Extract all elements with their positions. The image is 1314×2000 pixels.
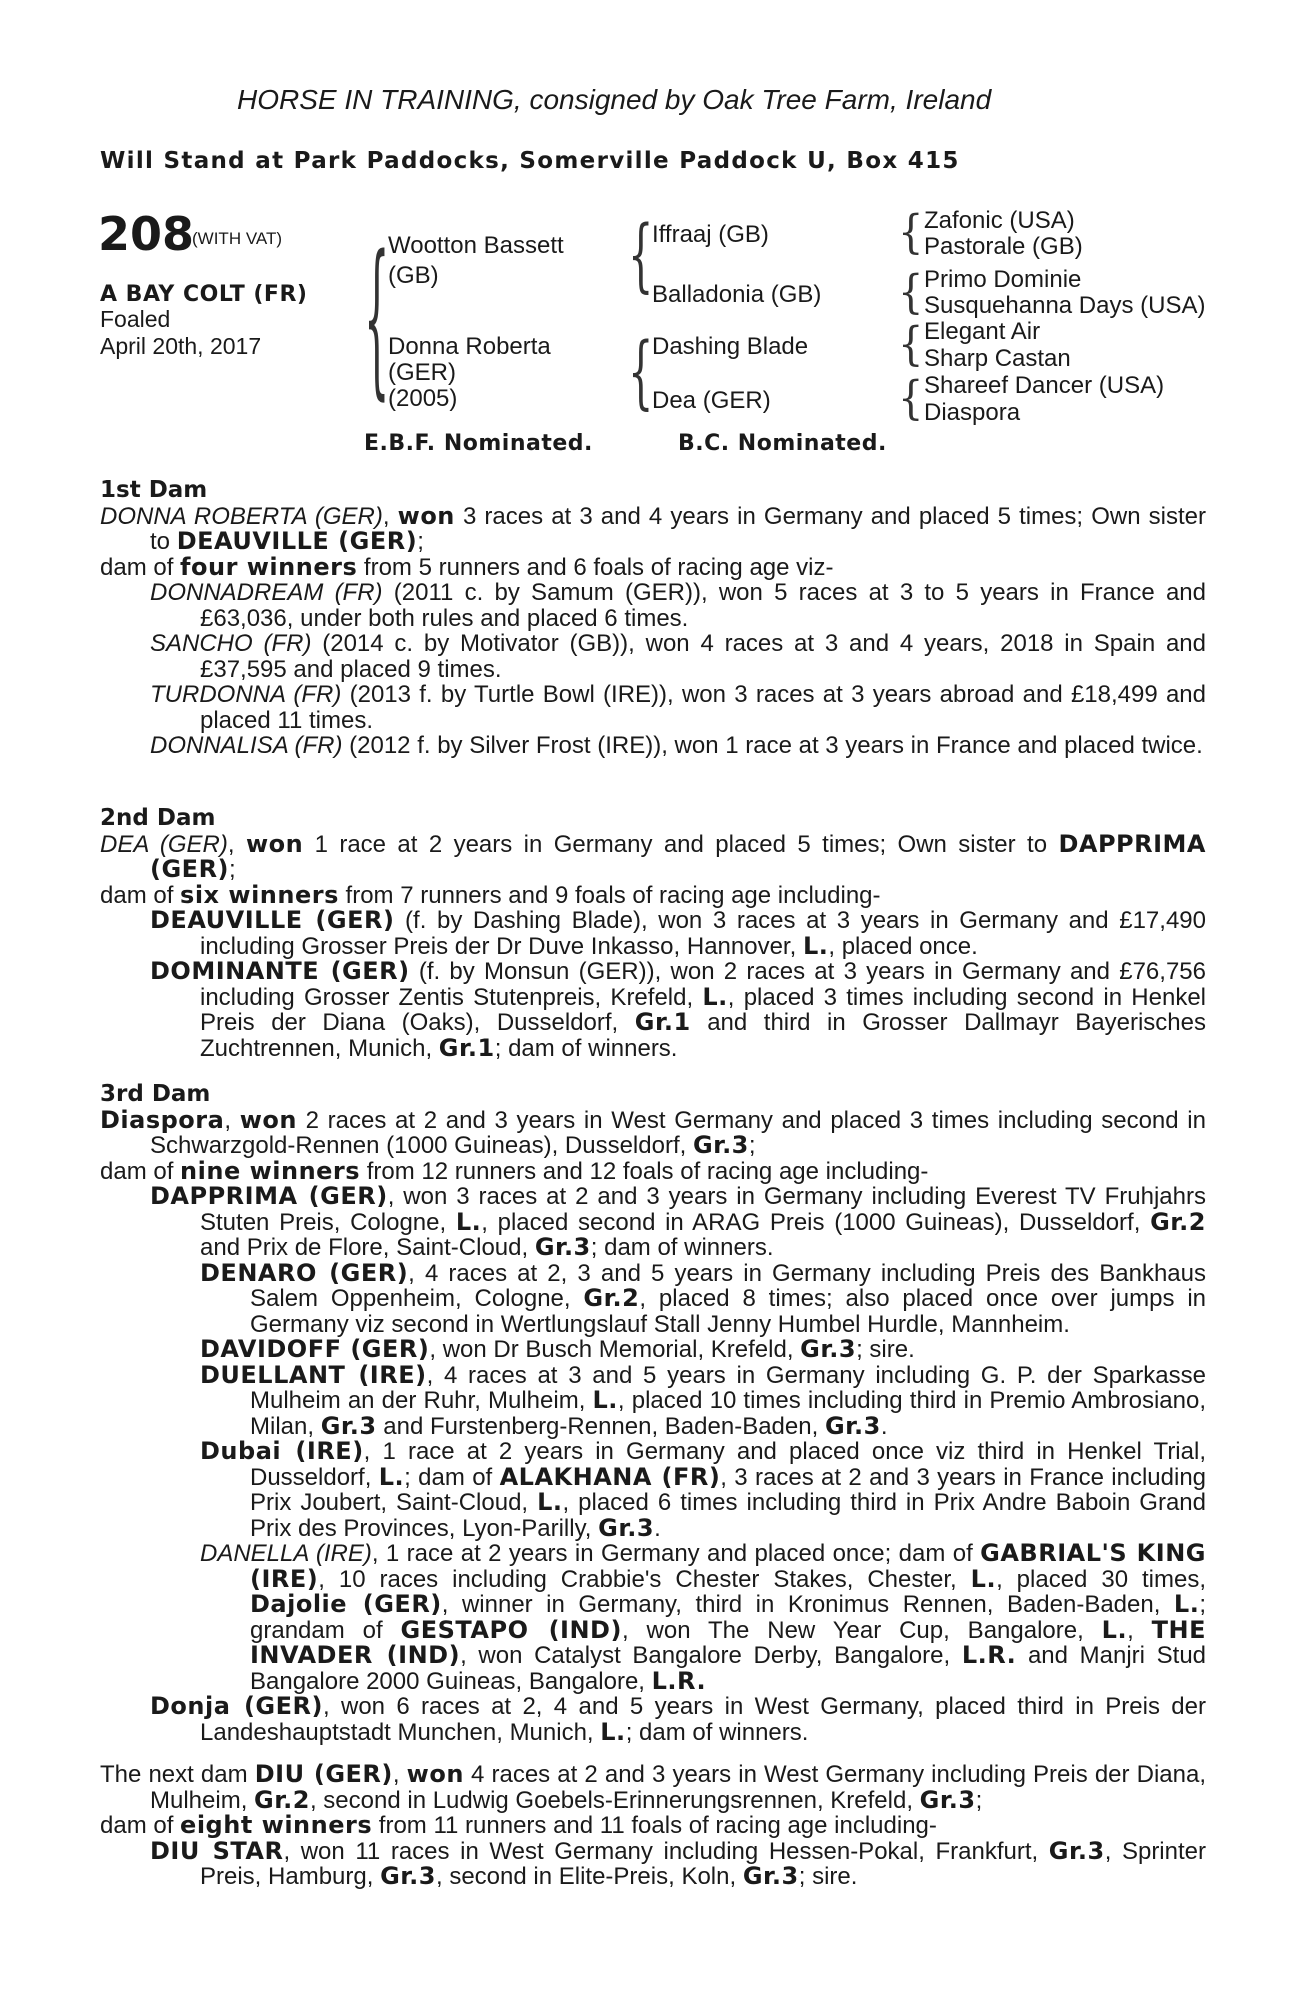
listed-tag: L. (702, 982, 728, 1011)
progeny-text: (2012 f. by Silver Frost (IRE)), won 1 race at 3 years in France and placed twice. (342, 732, 1203, 759)
progeny-name: DANELLA (IRE) (200, 1540, 372, 1567)
gg-3: Primo Dominie (924, 266, 1082, 293)
next-dam-text: , second in Ludwig Goebels-Erinnerungsrennen, Krefeld, (309, 1786, 920, 1814)
progeny-text: , 4 races at 2, 3 and 5 years in Germany including Preis des Bankhaus Salem Oppenheim, Cologne, (250, 1259, 1206, 1312)
first-dam-sister: DEAUVILLE (GER) (176, 527, 418, 555)
progeny-entry (150, 1836, 1206, 1890)
first-dam-winners: four winners (180, 552, 358, 581)
progeny-text: , 10 races including Crabbie's Chester Stakes, Chester, (318, 1565, 971, 1593)
next-dam-intro: The next dam (100, 1761, 255, 1788)
progeny-name: DONNADREAM (FR) (150, 579, 383, 606)
next-dam-runners: from 11 runners and 11 foals of racing age including- (372, 1812, 937, 1839)
group-tag: Gr.2 (254, 1785, 310, 1814)
dam-of-label: dam of (100, 1157, 181, 1185)
progeny-text: (f. by Dashing Blade), won 3 races at 3 years in Germany and £17,490 including Grosser Preis der Dr Duve Inkasso, Hannover, (200, 907, 1206, 960)
progeny-entry (200, 1439, 1206, 1541)
progeny-entry (200, 1360, 1206, 1440)
dam-name: Donna Roberta (388, 333, 551, 360)
lot-description: A BAY COLT (FR) (100, 282, 308, 307)
progeny-text: (2014 c. by Motivator (GB)), won 4 races at 3 and 4 years, 2018 in Spain and £37,595 and placed 9 times. (200, 630, 1207, 683)
dam-sire: Dashing Blade (652, 333, 809, 360)
second-dam-text-end: ; (229, 856, 236, 883)
sire-dam: Balladonia (GB) (652, 281, 822, 308)
progeny-entry (150, 733, 1206, 759)
progeny-entry (150, 959, 1206, 1061)
listed-tag: L. (1101, 1615, 1128, 1644)
second-dam-winners: six winners (180, 880, 339, 909)
progeny-text: , placed 3 times including second in Henkel Preis der Diana (Oaks), Dusseldorf, (200, 983, 1206, 1036)
progeny-text: (f. by Monsun (GER)), won 2 races at 3 years in Germany and £76,756 including Grosser Zentis Stutenpreis, Krefeld, (200, 958, 1206, 1011)
progeny-entry (150, 908, 1206, 959)
progeny-name: DEAUVILLE (GER) (150, 906, 395, 934)
group-tag: Gr.1 (438, 1033, 495, 1062)
dam-origin: (GER) (388, 359, 456, 386)
third-dam-section (100, 1082, 1206, 1745)
progeny-text: . (880, 1412, 888, 1440)
gg-1: Zafonic (USA) (924, 207, 1075, 234)
progeny-text: ; sire. (798, 1863, 858, 1890)
progeny-name: TURDONNA (FR) (150, 681, 342, 708)
second-dam-produce (100, 880, 1206, 909)
progeny-text: , 1 race at 2 years in Germany and placed once; dam of (371, 1540, 981, 1567)
group-tag: Gr.3 (598, 1513, 655, 1542)
ebf-nomination: E.B.F. Nominated. (364, 431, 593, 456)
listed-tag: L. (537, 1488, 563, 1516)
listed-tag: L.R. (651, 1666, 707, 1695)
sire-dam-brace: { (364, 224, 390, 418)
sire-parents-brace: { (628, 210, 654, 302)
progeny-text: ; sire. (856, 1336, 915, 1363)
listed-tag: L. (1173, 1590, 1200, 1618)
progeny-entry (150, 631, 1206, 682)
second-dam-text: 1 race at 2 years in Germany and placed 5 times; Own sister to (303, 830, 1059, 858)
progeny-text: , placed 8 times; also placed once over jumps in Germany viz second in Wertlungslauf Stall Jenny Humbel Hurdle, Mannheim. (250, 1285, 1206, 1338)
gg-4: Susquehanna Days (USA) (924, 292, 1206, 319)
next-dam-text: 4 races at 2 and 3 years in West Germany including Preis der Diana, Mulheim, (150, 1761, 1206, 1814)
group-tag: Gr.3 (534, 1233, 591, 1261)
second-dam-name: DEA (GER) (100, 830, 228, 858)
next-dam-name: DIU (GER) (254, 1760, 393, 1788)
third-dam-produce (100, 1156, 1206, 1185)
progeny-name: DOMINANTE (GER) (150, 957, 410, 985)
sire-sire: Iffraaj (GB) (652, 221, 769, 248)
g-brace-1: { (898, 206, 924, 259)
progeny-name: DAPPRIMA (GER) (150, 1182, 388, 1210)
gg-2: Pastorale (GB) (924, 233, 1083, 260)
dam-of-label: dam of (100, 553, 181, 581)
progeny-text: , winner in Germany, third in Kronimus Rennen, Baden-Baden, (441, 1591, 1174, 1618)
progeny-text: . (654, 1514, 661, 1542)
g-brace-2: { (898, 266, 924, 319)
next-dam-summary: The next dam DIU (GER), won 4 races at 2 and 3 years in West Germany including Preis der Diana, Mulheim, Gr.2, second in Ludwig Goebels-Erinnerungsrennen, Krefeld, Gr.3; (100, 1760, 1206, 1814)
progeny-text: , won 6 races at 2, 4 and 5 years in West Germany, placed third in Preis der Landeshauptstadt Munchen, Munich, (200, 1693, 1206, 1746)
progeny-name: Dajolie (GER) (250, 1590, 442, 1618)
dam-of-label: dam of (100, 881, 181, 909)
next-dam-winners: eight winners (180, 1811, 373, 1839)
first-dam-produce (100, 552, 1206, 581)
third-dam-runners: from 12 runners and 12 foals of racing age including- (360, 1157, 929, 1185)
listed-tag: L. (970, 1564, 997, 1593)
group-tag: Gr.2 (583, 1284, 640, 1312)
progeny-text: , 3 races at 2 and 3 years in France including Prix Joubert, Saint-Cloud, (250, 1463, 1207, 1516)
bc-nomination: B.C. Nominated. (678, 431, 887, 456)
g-brace-4: { (898, 372, 924, 425)
progeny-text: , won 11 races in West Germany including Hessen-Pokal, Frankfurt, (283, 1837, 1049, 1865)
listed-tag: L. (592, 1386, 618, 1414)
progeny-entry (200, 1258, 1206, 1338)
listed-tag: L. (378, 1462, 405, 1491)
progeny-entry (150, 580, 1206, 631)
progeny-entry (150, 682, 1206, 733)
dam-year: (2005) (388, 385, 458, 412)
first-dam-won: won (397, 501, 455, 530)
progeny-text: , (1127, 1616, 1152, 1644)
third-dam-summary: Diaspora, won 2 races at 2 and 3 years in West Germany and placed 3 times including second in Schwarzgold-Rennen (1000 Guineas), Dusseldorf, Gr.3; (100, 1105, 1206, 1159)
progeny-text: , second in Elite-Preis, Koln, (436, 1863, 743, 1890)
progeny-text: , placed second in ARAG Preis (1000 Guineas), Dusseldorf, (481, 1208, 1151, 1236)
progeny-name: GESTAPO (IND) (400, 1615, 622, 1644)
dam-of-label: dam of (100, 1812, 181, 1839)
first-dam-text-end: ; (417, 528, 424, 555)
lot-number: 208 (98, 207, 195, 261)
progeny-name: Dubai (IRE) (200, 1437, 364, 1465)
group-tag: Gr.3 (380, 1862, 436, 1890)
first-dam-text: 3 races at 3 and 4 years in Germany and placed 5 times; Own sister to (150, 502, 1206, 555)
progeny-name: THE INVADER (IND) (250, 1615, 1207, 1669)
first-dam-summary: DONNA ROBERTA (GER), won 3 races at 3 and 4 years in Germany and placed 5 times; Own sister to DEAUVILLE (GER); (100, 501, 1206, 555)
progeny-text: , 4 races at 3 and 5 years in Germany including G. P. der Sparkasse Mulheim an der Ruhr, Mulheim, (250, 1361, 1206, 1414)
progeny-text: and third in Grosser Dallmayr Bayerisches Zuchtrennen, Munich, (200, 1009, 1206, 1062)
progeny-name: DONNALISA (FR) (150, 732, 343, 759)
third-dam-name: Diaspora (100, 1105, 225, 1134)
progeny-name: GABRIAL'S KING (IRE) (250, 1539, 1206, 1593)
group-tag: Gr.3 (320, 1411, 377, 1440)
progeny-entry (200, 1541, 1206, 1694)
gg-5: Elegant Air (924, 318, 1041, 345)
group-tag: Gr.3 (692, 1131, 749, 1159)
progeny-entry (150, 1184, 1206, 1261)
progeny-name: DUELLANT (IRE) (200, 1360, 427, 1389)
progeny-text: , placed 10 times including third in Premio Ambrosiano, Milan, (250, 1387, 1206, 1440)
sire-name: Wootton Bassett (388, 232, 564, 259)
listed-tag: L. (802, 931, 829, 960)
progeny-text: and Prix de Flore, Saint-Cloud, (200, 1234, 535, 1261)
progeny-text: , won Catalyst Bangalore Derby, Bangalore, (460, 1642, 962, 1669)
group-tag: Gr.3 (919, 1785, 976, 1814)
progeny-text: ; dam of winners. (590, 1234, 774, 1261)
dam-parents-brace: { (628, 327, 654, 419)
progeny-text: , Sprinter Preis, Hamburg, (200, 1837, 1206, 1890)
second-dam-heading: 2nd Dam (100, 805, 216, 831)
first-dam-section (100, 478, 1206, 759)
progeny-text: (2011 c. by Samum (GER)), won 5 races at 3 to 5 years in France and £63,036, under both rules and placed 6 times. (200, 579, 1206, 632)
second-dam-section (100, 806, 1206, 1061)
group-tag: Gr.2 (1150, 1207, 1206, 1236)
progeny-name: DIU STAR (150, 1836, 284, 1865)
group-tag: Gr.3 (742, 1862, 799, 1890)
stand-location: Will Stand at Park Paddocks, Somerville Paddock U, Box 415 (100, 148, 960, 174)
gg-8: Diaspora (924, 399, 1021, 426)
third-dam-winners: nine winners (180, 1156, 361, 1185)
group-tag: Gr.3 (800, 1335, 857, 1363)
next-dam-produce (100, 1813, 1206, 1839)
progeny-text: ; grandam of (250, 1591, 1206, 1644)
progeny-name: ALAKHANA (FR) (499, 1462, 721, 1491)
second-dam-sister: DAPPRIMA (GER) (150, 829, 1206, 883)
progeny-name: DENARO (GER) (200, 1258, 409, 1287)
progeny-text: ; dam of winners. (494, 1034, 678, 1062)
next-dam-text: ; (975, 1786, 983, 1814)
progeny-name: DAVIDOFF (GER) (200, 1335, 430, 1363)
second-dam-won: won (245, 829, 304, 858)
second-dam-runners: from 7 runners and 9 foals of racing age including- (338, 881, 881, 909)
dam-dam: Dea (GER) (652, 387, 771, 414)
gg-6: Sharp Castan (924, 345, 1071, 372)
group-tag: Gr.3 (824, 1411, 881, 1440)
listed-tag: L. (600, 1717, 626, 1746)
foaled-date: April 20th, 2017 (100, 333, 262, 359)
third-dam-heading: 3rd Dam (100, 1081, 211, 1107)
progeny-text: and Furstenberg-Rennen, Baden-Baden, (376, 1412, 825, 1440)
page-title: HORSE IN TRAINING, consigned by Oak Tree Farm, Ireland (237, 84, 992, 115)
second-dam-summary: DEA (GER), won 1 race at 2 years in Germany and placed 5 times; Own sister to DAPPRIMA (GER); (100, 829, 1206, 883)
sire-origin: (GB) (388, 262, 439, 289)
vat-label: (WITH VAT) (192, 229, 283, 248)
first-dam-name: DONNA ROBERTA (GER) (100, 502, 383, 530)
foaled-label: Foaled (100, 306, 171, 332)
first-dam-runners: from 5 runners and 6 foals of racing age viz- (357, 553, 834, 581)
progeny-text: and Manjri Stud Bangalore 2000 Guineas, Bangalore, (250, 1642, 1207, 1695)
progeny-entry (150, 1694, 1206, 1745)
listed-tag: L. (455, 1207, 482, 1236)
progeny-text: ; dam of winners. (625, 1718, 809, 1746)
g-brace-3: { (898, 318, 924, 371)
progeny-entry (200, 1337, 1206, 1363)
progeny-text: , placed once. (828, 932, 978, 960)
third-dam-text-end: ; (748, 1132, 756, 1159)
progeny-text: , won Dr Busch Memorial, Krefeld, (429, 1336, 801, 1363)
progeny-text: , won The New Year Cup, Bangalore, (621, 1616, 1102, 1644)
first-dam-heading: 1st Dam (100, 477, 208, 503)
progeny-text: , won 3 races at 2 and 3 years in Germany including Everest TV Fruhjahrs Stuten Preis, Cologne, (200, 1183, 1206, 1236)
third-dam-text: 2 races at 2 and 3 years in West Germany and placed 3 times including second in Schwarzgold-Rennen (1000 Guineas), Dusseldorf, (150, 1106, 1206, 1159)
progeny-text: ; dam of (404, 1463, 500, 1491)
progeny-name: SANCHO (FR) (150, 630, 312, 657)
progeny-text: , 1 race at 2 years in Germany and placed once viz third in Henkel Trial, Dusseldorf, (250, 1438, 1206, 1491)
next-dam-won: won (406, 1760, 464, 1788)
third-dam-won: won (239, 1105, 297, 1134)
progeny-text: (2013 f. by Turtle Bowl (IRE)), won 3 races at 3 years abroad and £18,499 and placed 11 times. (200, 681, 1207, 734)
listed-tag: L.R. (961, 1641, 1017, 1669)
progeny-text: , placed 6 times including third in Prix Andre Baboin Grand Prix des Provinces, Lyon-Parilly, (250, 1489, 1207, 1542)
group-tag: Gr.1 (634, 1008, 691, 1036)
progeny-text: , placed 30 times, (996, 1565, 1206, 1593)
next-dam-section (100, 1762, 1206, 1890)
group-tag: Gr.3 (1048, 1836, 1105, 1865)
progeny-name: Donja (GER) (150, 1692, 323, 1720)
gg-7: Shareef Dancer (USA) (924, 372, 1165, 399)
